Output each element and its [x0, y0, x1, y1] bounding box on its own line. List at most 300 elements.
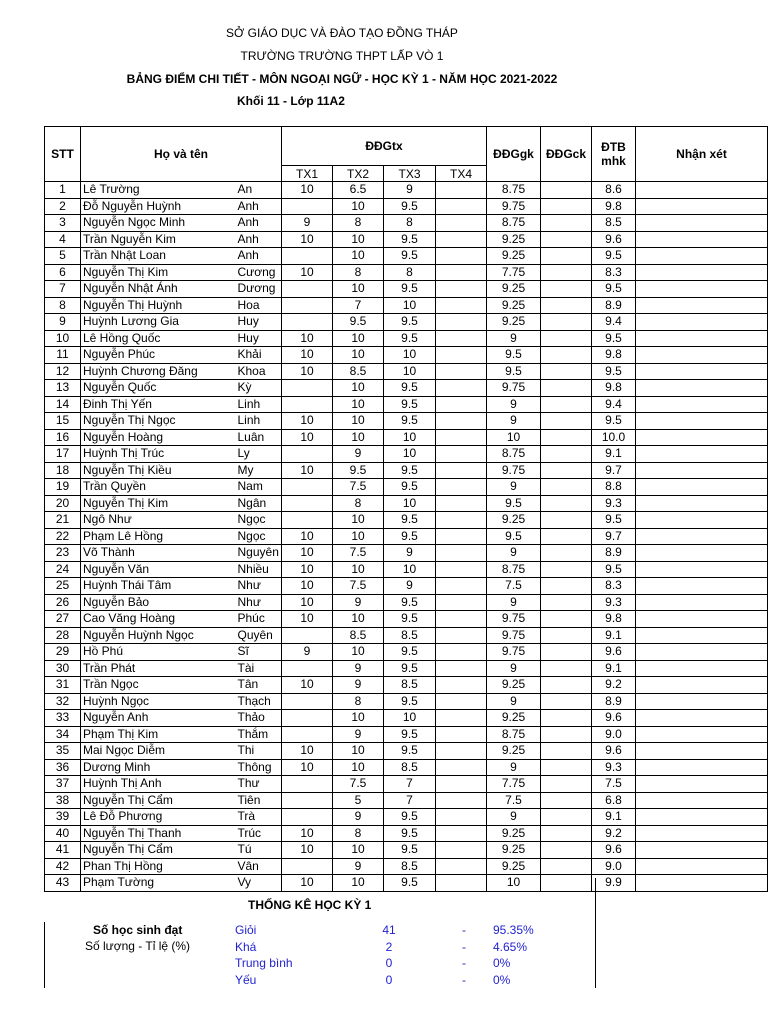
ddgck-cell [541, 627, 592, 644]
comment-cell [636, 330, 768, 347]
comment-cell [636, 528, 768, 545]
first-name-cell: Luân [236, 429, 282, 446]
tx4-cell [436, 561, 487, 578]
comment-cell [636, 660, 768, 677]
header-dtb: ĐTB mhk [592, 127, 636, 182]
stats-dash: - [462, 972, 466, 987]
stats-percent: 95.35% [493, 923, 534, 937]
tx4-cell [436, 875, 487, 892]
table-row [45, 644, 768, 661]
tx3-cell: 9.5 [384, 528, 436, 545]
dtb-cell: 8.5 [592, 215, 636, 232]
dtb-cell: 9.7 [592, 528, 636, 545]
tx3-cell: 8.5 [384, 677, 436, 694]
first-name-cell: An [236, 182, 282, 199]
table-row [45, 314, 768, 331]
tx2-cell: 10 [333, 561, 384, 578]
ddggk-cell: 9.25 [487, 710, 541, 727]
tx1-cell: 10 [282, 825, 333, 842]
last-name-cell: Nguyễn Quốc [81, 380, 236, 397]
tx3-cell: 9.5 [384, 611, 436, 628]
tx3-cell: 8.5 [384, 759, 436, 776]
stt-cell: 12 [45, 363, 81, 380]
comment-cell [636, 215, 768, 232]
stt-cell: 1 [45, 182, 81, 199]
tx1-cell [282, 809, 333, 826]
comment-cell [636, 759, 768, 776]
tx1-cell [282, 198, 333, 215]
header-tx1: TX1 [282, 166, 333, 182]
last-name-cell: Lê Hồng Quốc [81, 330, 236, 347]
tx4-cell [436, 281, 487, 298]
ddggk-cell: 9.25 [487, 825, 541, 842]
tx1-cell [282, 710, 333, 727]
table-row [45, 281, 768, 298]
stt-cell: 9 [45, 314, 81, 331]
comment-cell [636, 693, 768, 710]
last-name-cell: Nguyễn Ngọc Minh [81, 215, 236, 232]
tx4-cell [436, 231, 487, 248]
comment-cell [636, 710, 768, 727]
ddggk-cell: 8.75 [487, 726, 541, 743]
tx2-cell: 9 [333, 858, 384, 875]
first-name-cell: Như [236, 594, 282, 611]
table-row [45, 710, 768, 727]
table-row [45, 858, 768, 875]
stt-cell: 5 [45, 248, 81, 265]
table-row [45, 743, 768, 760]
last-name-cell: Cao Văng Hoàng [81, 611, 236, 628]
comment-cell [636, 792, 768, 809]
tx3-cell: 7 [384, 776, 436, 793]
last-name-cell: Nguyễn Bảo [81, 594, 236, 611]
dtb-cell: 8.9 [592, 297, 636, 314]
stats-percent: 0% [493, 956, 511, 970]
tx3-cell: 9.5 [384, 875, 436, 892]
ddgck-cell [541, 495, 592, 512]
last-name-cell: Đỗ Nguyễn Huỳnh [81, 198, 236, 215]
ddgck-cell [541, 528, 592, 545]
ddgck-cell [541, 759, 592, 776]
first-name-cell: Huy [236, 314, 282, 331]
tx3-cell: 9.5 [384, 462, 436, 479]
dtb-cell: 9.8 [592, 380, 636, 397]
ddgck-cell [541, 743, 592, 760]
stt-cell: 20 [45, 495, 81, 512]
first-name-cell: Thi [236, 743, 282, 760]
tx3-cell: 10 [384, 495, 436, 512]
tx1-cell: 10 [282, 413, 333, 430]
comment-cell [636, 198, 768, 215]
first-name-cell: Anh [236, 231, 282, 248]
tx2-cell: 8 [333, 215, 384, 232]
tx1-cell [282, 726, 333, 743]
tx4-cell [436, 330, 487, 347]
ddggk-cell: 9.5 [487, 347, 541, 364]
ddgck-cell [541, 809, 592, 826]
comment-cell [636, 495, 768, 512]
tx2-cell: 9 [333, 660, 384, 677]
tx4-cell [436, 198, 487, 215]
stt-cell: 24 [45, 561, 81, 578]
dtb-cell: 9.2 [592, 677, 636, 694]
ddggk-cell: 7.5 [487, 792, 541, 809]
first-name-cell: Cương [236, 264, 282, 281]
tx1-cell: 10 [282, 677, 333, 694]
tx1-cell: 10 [282, 231, 333, 248]
last-name-cell: Nguyễn Anh [81, 710, 236, 727]
tx4-cell [436, 462, 487, 479]
tx1-cell: 9 [282, 644, 333, 661]
stt-cell: 25 [45, 578, 81, 595]
tx4-cell [436, 528, 487, 545]
table-row [45, 594, 768, 611]
comment-cell [636, 858, 768, 875]
tx4-cell [436, 380, 487, 397]
tx2-cell: 6.5 [333, 182, 384, 199]
dtb-cell: 9.3 [592, 759, 636, 776]
header-tx2: TX2 [333, 166, 384, 182]
dtb-cell: 8.3 [592, 264, 636, 281]
tx2-cell: 9.5 [333, 314, 384, 331]
stats-count: 2 [385, 939, 393, 954]
tx3-cell: 9.5 [384, 248, 436, 265]
tx2-cell: 10 [333, 380, 384, 397]
ddgck-cell [541, 215, 592, 232]
header-tx4: TX4 [436, 166, 487, 182]
stt-cell: 43 [45, 875, 81, 892]
tx1-cell: 10 [282, 182, 333, 199]
ddggk-cell: 9.5 [487, 363, 541, 380]
stt-cell: 17 [45, 446, 81, 463]
ddggk-cell: 9 [487, 660, 541, 677]
tx2-cell: 10 [333, 413, 384, 430]
tx4-cell [436, 842, 487, 859]
tx3-cell: 9.5 [384, 726, 436, 743]
tx1-cell [282, 858, 333, 875]
last-name-cell: Phạm Thị Kim [81, 726, 236, 743]
tx3-cell: 9.5 [384, 330, 436, 347]
stats-level: Yếu [235, 972, 257, 987]
tx1-cell [282, 396, 333, 413]
ddggk-cell: 7.75 [487, 264, 541, 281]
header-ddgtx: ĐĐGtx [282, 127, 487, 166]
ddgck-cell [541, 875, 592, 892]
table-row [45, 545, 768, 562]
last-name-cell: Nguyễn Thị Ngọc [81, 413, 236, 430]
first-name-cell: Tài [236, 660, 282, 677]
last-name-cell: Nguyễn Huỳnh Ngọc [81, 627, 236, 644]
comment-cell [636, 545, 768, 562]
report-title: BẢNG ĐIỂM CHI TIẾT - MÔN NGOẠI NGỮ - HỌC KỲ 1 - NĂM HỌC 2021-2022 [126, 72, 558, 86]
tx3-cell: 9.5 [384, 314, 436, 331]
first-name-cell: Thạch [236, 693, 282, 710]
tx3-cell: 10 [384, 561, 436, 578]
dtb-cell: 9.6 [592, 842, 636, 859]
ddggk-cell: 9.25 [487, 512, 541, 529]
tx2-cell: 8.5 [333, 363, 384, 380]
dtb-cell: 9.5 [592, 512, 636, 529]
tx4-cell [436, 759, 487, 776]
tx2-cell: 10 [333, 528, 384, 545]
tx1-cell [282, 627, 333, 644]
tx1-cell [282, 792, 333, 809]
ddgck-cell [541, 578, 592, 595]
tx4-cell [436, 693, 487, 710]
dtb-cell: 9.7 [592, 462, 636, 479]
tx4-cell [436, 710, 487, 727]
last-name-cell: Võ Thành [81, 545, 236, 562]
tx4-cell [436, 611, 487, 628]
ddggk-cell: 9 [487, 396, 541, 413]
ddgck-cell [541, 611, 592, 628]
tx4-cell [436, 545, 487, 562]
tx4-cell [436, 627, 487, 644]
dtb-cell: 9.6 [592, 743, 636, 760]
dtb-cell: 10.0 [592, 429, 636, 446]
comment-cell [636, 248, 768, 265]
ddgck-cell [541, 479, 592, 496]
first-name-cell: Thông [236, 759, 282, 776]
table-row [45, 413, 768, 430]
ddgck-cell [541, 330, 592, 347]
ddgck-cell [541, 644, 592, 661]
ddggk-cell: 10 [487, 875, 541, 892]
dtb-cell: 9.8 [592, 198, 636, 215]
comment-cell [636, 446, 768, 463]
table-row [45, 231, 768, 248]
stt-cell: 19 [45, 479, 81, 496]
table-row [45, 429, 768, 446]
grade-table-body [45, 182, 768, 892]
last-name-cell: Phạm Tường [81, 875, 236, 892]
ddggk-cell: 9.25 [487, 842, 541, 859]
comment-cell [636, 396, 768, 413]
dtb-cell: 9.5 [592, 248, 636, 265]
ddggk-cell: 9.5 [487, 528, 541, 545]
tx1-cell: 10 [282, 429, 333, 446]
dtb-cell: 8.9 [592, 545, 636, 562]
dtb-cell: 7.5 [592, 776, 636, 793]
table-row [45, 248, 768, 265]
ddgck-cell [541, 281, 592, 298]
stats-level: Trung bình [235, 956, 293, 970]
last-name-cell: Phạm Lê Hồng [81, 528, 236, 545]
table-row [45, 776, 768, 793]
last-name-cell: Lê Trường [81, 182, 236, 199]
tx1-cell: 10 [282, 528, 333, 545]
tx1-cell [282, 314, 333, 331]
stats-row [45, 973, 595, 989]
tx2-cell: 5 [333, 792, 384, 809]
table-row [45, 611, 768, 628]
last-name-cell: Dương Minh [81, 759, 236, 776]
first-name-cell: Trà [236, 809, 282, 826]
tx4-cell [436, 215, 487, 232]
stats-level: Giỏi [235, 923, 257, 937]
ddggk-cell: 9.25 [487, 314, 541, 331]
first-name-cell: Thư [236, 776, 282, 793]
tx1-cell: 10 [282, 594, 333, 611]
comment-cell [636, 611, 768, 628]
stt-cell: 30 [45, 660, 81, 677]
dtb-cell: 9.5 [592, 561, 636, 578]
stt-cell: 41 [45, 842, 81, 859]
tx4-cell [436, 297, 487, 314]
tx2-cell: 10 [333, 759, 384, 776]
ddgck-cell [541, 512, 592, 529]
first-name-cell: Vy [236, 875, 282, 892]
tx3-cell: 9.5 [384, 231, 436, 248]
ddggk-cell: 8.75 [487, 182, 541, 199]
tx4-cell [436, 396, 487, 413]
last-name-cell: Trần Ngọc [81, 677, 236, 694]
tx1-cell: 10 [282, 347, 333, 364]
comment-cell [636, 297, 768, 314]
first-name-cell: Ngọc [236, 528, 282, 545]
tx3-cell: 9.5 [384, 743, 436, 760]
tx2-cell: 9 [333, 726, 384, 743]
ddggk-cell: 9.25 [487, 677, 541, 694]
ddggk-cell: 9.75 [487, 611, 541, 628]
tx2-cell: 7.5 [333, 545, 384, 562]
tx1-cell: 10 [282, 561, 333, 578]
last-name-cell: Nguyễn Thị Huỳnh [81, 297, 236, 314]
tx4-cell [436, 825, 487, 842]
comment-cell [636, 825, 768, 842]
tx4-cell [436, 792, 487, 809]
first-name-cell: Sĩ [236, 644, 282, 661]
dtb-cell: 9.5 [592, 413, 636, 430]
tx2-cell: 10 [333, 330, 384, 347]
table-row [45, 215, 768, 232]
comment-cell [636, 231, 768, 248]
table-row [45, 380, 768, 397]
first-name-cell: Dương [236, 281, 282, 298]
tx1-cell [282, 380, 333, 397]
tx3-cell: 8 [384, 215, 436, 232]
last-name-cell: Lê Đỗ Phương [81, 809, 236, 826]
first-name-cell: Huy [236, 330, 282, 347]
stt-cell: 42 [45, 858, 81, 875]
table-row [45, 875, 768, 892]
tx1-cell: 9 [282, 215, 333, 232]
ddgck-cell [541, 429, 592, 446]
tx4-cell [436, 182, 487, 199]
first-name-cell: Anh [236, 248, 282, 265]
ddgck-cell [541, 660, 592, 677]
tx2-cell: 7.5 [333, 578, 384, 595]
tx1-cell: 10 [282, 462, 333, 479]
department-title: SỞ GIÁO DỤC VÀ ĐÀO TẠO ĐỒNG THÁP [226, 26, 458, 40]
ddgck-cell [541, 264, 592, 281]
tx4-cell [436, 495, 487, 512]
stt-cell: 27 [45, 611, 81, 628]
table-row [45, 842, 768, 859]
table-row [45, 809, 768, 826]
dtb-cell: 9.6 [592, 710, 636, 727]
ddgck-cell [541, 380, 592, 397]
table-row [45, 396, 768, 413]
dtb-cell: 8.8 [592, 479, 636, 496]
first-name-cell: Linh [236, 396, 282, 413]
comment-cell [636, 776, 768, 793]
ddgck-cell [541, 776, 592, 793]
dtb-cell: 9.1 [592, 809, 636, 826]
tx4-cell [436, 743, 487, 760]
table-row [45, 759, 768, 776]
dtb-cell: 6.8 [592, 792, 636, 809]
tx1-cell: 10 [282, 743, 333, 760]
first-name-cell: Ngọc [236, 512, 282, 529]
dtb-cell: 8.6 [592, 182, 636, 199]
tx3-cell: 9.5 [384, 693, 436, 710]
header-stt: STT [45, 127, 81, 182]
stt-cell: 3 [45, 215, 81, 232]
ddggk-cell: 9 [487, 693, 541, 710]
last-name-cell: Trần Nguyễn Kim [81, 231, 236, 248]
comment-cell [636, 594, 768, 611]
tx2-cell: 8 [333, 264, 384, 281]
tx4-cell [436, 264, 487, 281]
dtb-cell: 9.5 [592, 363, 636, 380]
ddggk-cell: 9 [487, 413, 541, 430]
stt-cell: 28 [45, 627, 81, 644]
stt-cell: 32 [45, 693, 81, 710]
tx3-cell: 9.5 [384, 479, 436, 496]
stt-cell: 13 [45, 380, 81, 397]
ddggk-cell: 9.75 [487, 380, 541, 397]
tx3-cell: 8 [384, 264, 436, 281]
dtb-cell: 9.1 [592, 446, 636, 463]
first-name-cell: Quyên [236, 627, 282, 644]
ddggk-cell: 9 [487, 594, 541, 611]
first-name-cell: Nguyên [236, 545, 282, 562]
ddggk-cell: 7.75 [487, 776, 541, 793]
tx2-cell: 9 [333, 446, 384, 463]
table-row [45, 561, 768, 578]
last-name-cell: Nguyễn Phúc [81, 347, 236, 364]
ddgck-cell [541, 545, 592, 562]
tx3-cell: 9.5 [384, 825, 436, 842]
tx1-cell [282, 297, 333, 314]
stats-dash: - [462, 956, 466, 970]
comment-cell [636, 726, 768, 743]
ddggk-cell: 9.75 [487, 198, 541, 215]
header-name: Họ và tên [81, 127, 282, 182]
stats-dash: - [462, 939, 466, 954]
last-name-cell: Nguyễn Văn [81, 561, 236, 578]
tx3-cell: 10 [384, 363, 436, 380]
dtb-cell: 9.8 [592, 347, 636, 364]
stats-row [45, 956, 595, 972]
last-name-cell: Ngô Như [81, 512, 236, 529]
tx2-cell: 10 [333, 875, 384, 892]
stats-percent: 4.65% [493, 939, 528, 954]
dtb-cell: 9.3 [592, 495, 636, 512]
ddggk-cell: 9.5 [487, 495, 541, 512]
tx1-cell [282, 512, 333, 529]
last-name-cell: Mai Ngọc Diễm [81, 743, 236, 760]
comment-cell [636, 627, 768, 644]
dtb-cell: 9.6 [592, 644, 636, 661]
stats-row [45, 923, 595, 939]
stt-cell: 6 [45, 264, 81, 281]
tx1-cell: 10 [282, 842, 333, 859]
tx3-cell: 9.5 [384, 842, 436, 859]
first-name-cell: Khải [236, 347, 282, 364]
tx1-cell: 10 [282, 330, 333, 347]
